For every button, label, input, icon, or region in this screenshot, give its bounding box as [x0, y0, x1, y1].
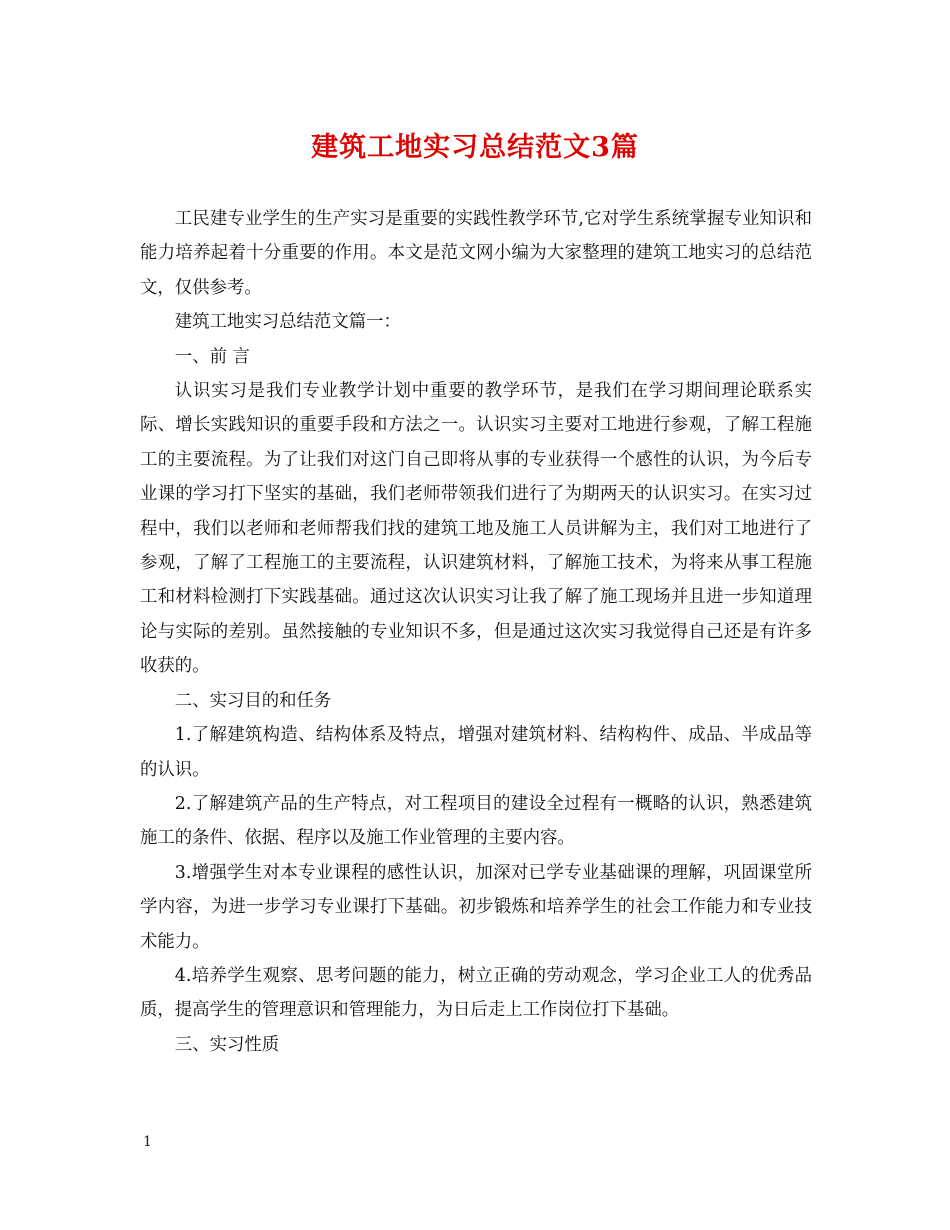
document-title: 建筑工地实习总结范文3篇 — [311, 132, 639, 163]
list-item-purpose-4: 4.培养学生观察、思考问题的能力，树立正确的劳动观念，学习企业工人的优秀品质，提高学生的管理意识和管理能力，为日后走上工作岗位打下基础。 — [140, 965, 812, 1021]
list-item-purpose-2: 2.了解建筑产品的生产特点，对工程项目的建设全过程有一概略的认识，熟悉建筑施工的条件、依据、程序以及施工作业管理的主要内容。 — [140, 793, 812, 849]
section-heading-nature: 三、实习性质 — [174, 1034, 280, 1055]
paragraph-preface: 认识实习是我们专业教学计划中重要的教学环节，是我们在学习期间理论联系实际、增长实践知识的重要手段和方法之一。认识实习主要对工地进行参观，了解工程施工的主要流程。为了让我们对这门自己即将从事的专业获得一个感性的认识，为今后专业课的学习打下坚实的基础，我们老师带领我们进行了为期两天的认识实习。在实习过程中，我们以老师和老师帮我们找的建筑工地及施工人员讲解为主，我们对工地进行了参观，了解了工程施工的主要流程，认识建筑材料，了解施工技术，为将来从事工程施工和材料检测打下实践基础。通过这次认识实习让我了解了施工现场并且进一步知道理论与实际的差别。虽然接触的专业知识不多，但是通过这次实习我觉得自己还是有许多收获的。 — [140, 381, 812, 677]
section-heading-part-one: 建筑工地实习总结范文篇一： — [174, 312, 401, 333]
list-item-purpose-1: 1.了解建筑构造、结构体系及特点，增强对建筑材料、结构构件、成品、半成品等的认识。 — [140, 725, 812, 780]
paragraph-intro: 工民建专业学生的生产实习是重要的实践性教学环节,它对学生系统掌握专业知识和能力培养起着十分重要的作用。本文是范文网小编为大家整理的建筑工地实习的总结范文，仅供参考。 — [140, 209, 812, 298]
list-item-purpose-3: 3.增强学生对本专业课程的感性认识，加深对已学专业基础课的理解，巩固课堂所学内容，为进一步学习专业课打下基础。初步锻炼和培养学生的社会工作能力和专业技术能力。 — [140, 862, 812, 952]
document-body — [140, 202, 812, 1062]
section-heading-preface: 一、前 言 — [174, 346, 250, 367]
page-number: 1 — [143, 1134, 152, 1150]
section-heading-purpose: 二、实习目的和任务 — [174, 690, 332, 711]
